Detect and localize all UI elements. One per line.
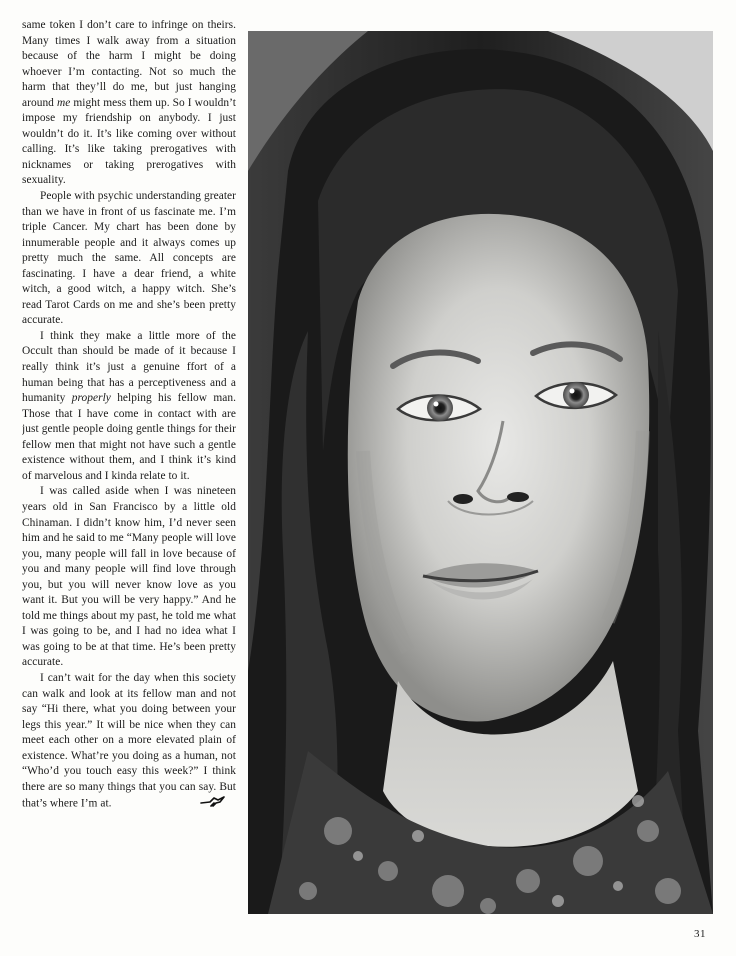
paragraph-text: I think they make a little more of the Occult than should be made of it because I really think it’s just a genuine ffort of a human being that has a perceptiveness and a humanity — [22, 329, 236, 405]
paragraph-text: might mess them up. So I wouldn’t impose my friendship on anybody. I just wouldn’t do it. It’s like coming over without calling. It’s like taking prerogatives with nicknames or taking prerogatives with sexuality. — [22, 96, 236, 187]
article-paragraph — [22, 189, 236, 329]
article-paragraph — [22, 329, 236, 484]
italic-text: me — [56, 96, 71, 109]
portrait-photo-illustration — [248, 31, 713, 914]
paragraph-text: People with psychic understanding greater than we have in front of us fascinate me. I’m triple Cancer. My chart has been done by innumerable people and it always comes up pretty much the same. All concepts are fascinating. I have a dear friend, a white witch, a good witch, a happy witch. She’s read Tarot Cards on me and she’s been pretty accurate. — [22, 190, 236, 327]
paragraph-text: same token I don’t care to infringe on theirs. Many times I walk away from a situation because of the harm I might be doing whoever I’m contacting. Not so much the harm that they’ll do me, but just hanging around — [22, 19, 236, 109]
paragraph-text: I was called aside when I was nineteen years old in San Francisco by a little old Chinaman. I didn’t know him, I’d never seen him and he said to me “Many people will love you, many people will fall in love because of you and many people will find love through you, but you will never know love as you want it. But you will be very happy.” And he told me things about my past, he told me what I was going to be, and I had no idea what I was going to be at that time. He’s been pretty accurate. — [22, 485, 236, 669]
roadrunner-end-mark-icon — [182, 795, 226, 813]
page-number: 31 — [694, 928, 706, 940]
article-paragraph — [22, 18, 236, 189]
italic-text: properly — [71, 392, 111, 405]
article-paragraph — [22, 671, 236, 813]
paragraph-text: helping his fellow man. Those that I have come in contact with are just gentle people doing gentle things for their fellow men that might not have such a gentle existence without them, and I think it’s kind of marvelous and I kinda relate to it. — [22, 392, 236, 482]
article-text-column — [22, 18, 236, 930]
paragraph-text: I can’t wait for the day when this society can walk and look at its fellow man and not say “Hi there, what you doing between your legs this year.” It will be nice when they can meet each other on a more elevated plain of existence. What’re you doing as a human, not “Who’d you touch easy this week?” I think there are so many things that you can say. But that’s where I’m at. — [22, 671, 236, 810]
portrait-photo — [248, 31, 713, 914]
article-paragraph — [22, 484, 236, 671]
